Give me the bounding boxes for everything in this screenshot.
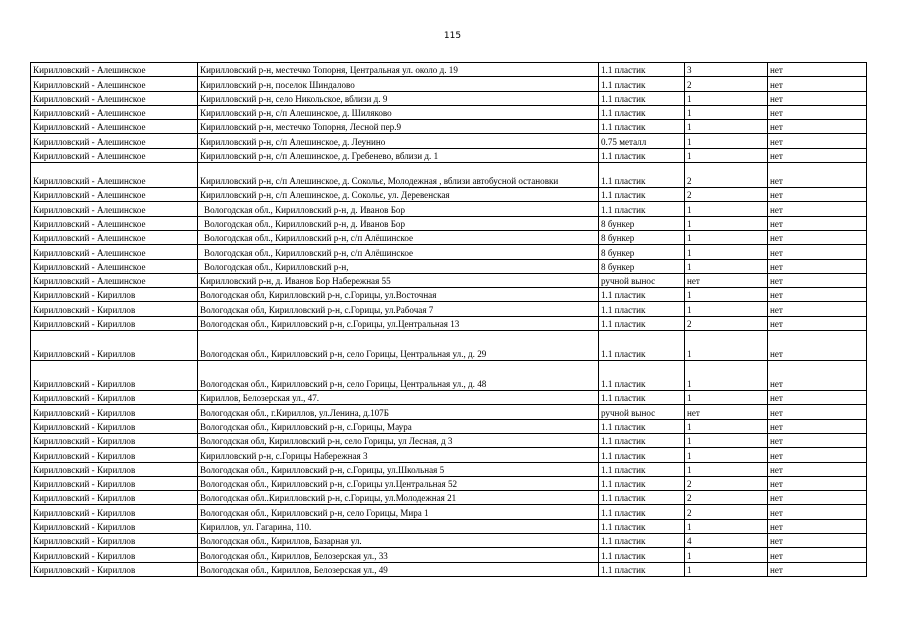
address-cell: Вологодская обл., Кирилловский р-н, село Горицы, Мира 1	[198, 505, 599, 519]
container-cell: 1.1 пластик	[599, 448, 685, 462]
count-cell: 2	[685, 491, 768, 505]
table-row	[31, 245, 867, 259]
count-cell: 1	[685, 120, 768, 134]
flag-cell: нет	[768, 302, 867, 316]
flag-cell: нет	[768, 148, 867, 162]
count-cell: 1	[685, 245, 768, 259]
district-cell: Кирилловский - Кириллов	[31, 288, 198, 302]
count-cell: 1	[685, 230, 768, 244]
container-cell: 1.1 пластик	[599, 77, 685, 91]
address-cell: Вологодская обл., Кириллов, Белозерская ул., 33	[198, 548, 599, 562]
flag-cell: нет	[768, 491, 867, 505]
address-cell: Кирилловский р-н, с/п Алешинское, д. Шиляково	[198, 105, 599, 119]
table-row	[31, 216, 867, 230]
table-row	[31, 448, 867, 462]
address-cell: Кириллов, ул. Гагарина, 110.	[198, 519, 599, 533]
district-cell: Кирилловский - Алешинское	[31, 120, 198, 134]
count-cell: 1	[685, 105, 768, 119]
table-row	[31, 63, 867, 77]
district-cell: Кирилловский - Алешинское	[31, 105, 198, 119]
container-cell: 1.1 пластик	[599, 548, 685, 562]
address-cell: Кирилловский р-н, с/п Алешинское, д. Сокольє, Молодежная , вблизи автобусной остановки	[198, 163, 599, 188]
container-cell: 8 бункер	[599, 230, 685, 244]
count-cell: 4	[685, 534, 768, 548]
address-cell: Вологодская обл., Кирилловский р-н, с.Горицы, ул.Центральная 13	[198, 316, 599, 330]
container-cell: 1.1 пластик	[599, 91, 685, 105]
count-cell: 1	[685, 462, 768, 476]
container-cell: 8 бункер	[599, 259, 685, 273]
address-cell: Кириллов, Белозерская ул., 47.	[198, 391, 599, 405]
count-cell: 1	[685, 91, 768, 105]
count-cell: 2	[685, 188, 768, 202]
container-cell: 1.1 пластик	[599, 391, 685, 405]
count-cell: 1	[685, 562, 768, 576]
district-cell: Кирилловский - Кириллов	[31, 534, 198, 548]
table-row	[31, 288, 867, 302]
count-cell: 1	[685, 331, 768, 361]
address-cell: Кирилловский р-н, местечко Топорня, Центральная ул. около д. 19	[198, 63, 599, 77]
flag-cell: нет	[768, 534, 867, 548]
count-cell: 3	[685, 63, 768, 77]
address-cell: Вологодская обл., Кирилловский р-н, с/п Алёшинское	[198, 245, 599, 259]
table-row	[31, 77, 867, 91]
count-cell: 2	[685, 316, 768, 330]
flag-cell: нет	[768, 202, 867, 216]
waste-sites-table	[30, 62, 867, 577]
district-cell: Кирилловский - Алешинское	[31, 259, 198, 273]
address-cell: Кирилловский р-н, д. Иванов Бор Набережная 55	[198, 273, 599, 287]
table-row	[31, 476, 867, 490]
district-cell: Кирилловский - Кириллов	[31, 519, 198, 533]
flag-cell: нет	[768, 433, 867, 447]
address-cell: Вологодская обл., Кирилловский р-н, с.Горицы ул.Центральная 52	[198, 476, 599, 490]
flag-cell: нет	[768, 216, 867, 230]
district-cell: Кирилловский - Кириллов	[31, 491, 198, 505]
container-cell: ручной вынос	[599, 273, 685, 287]
flag-cell: нет	[768, 134, 867, 148]
flag-cell: нет	[768, 519, 867, 533]
district-cell: Кирилловский - Кириллов	[31, 391, 198, 405]
address-cell: Вологодская обл., Кириллов, Базарная ул.	[198, 534, 599, 548]
district-cell: Кирилловский - Алешинское	[31, 163, 198, 188]
district-cell: Кирилловский - Кириллов	[31, 405, 198, 419]
count-cell: 1	[685, 259, 768, 273]
flag-cell: нет	[768, 562, 867, 576]
table-row	[31, 273, 867, 287]
table-row	[31, 163, 867, 188]
address-cell: Кирилловский р-н, поселок Шиндалово	[198, 77, 599, 91]
count-cell: 1	[685, 288, 768, 302]
container-cell: 1.1 пластик	[599, 505, 685, 519]
district-cell: Кирилловский - Алешинское	[31, 77, 198, 91]
district-cell: Кирилловский - Кириллов	[31, 448, 198, 462]
flag-cell: нет	[768, 419, 867, 433]
container-cell: 8 бункер	[599, 245, 685, 259]
flag-cell: нет	[768, 361, 867, 391]
district-cell: Кирилловский - Алешинское	[31, 134, 198, 148]
address-cell: Вологодская обл., Кирилловский р-н, с/п Алёшинское	[198, 230, 599, 244]
table-row	[31, 361, 867, 391]
district-cell: Кирилловский - Кириллов	[31, 316, 198, 330]
table-row	[31, 302, 867, 316]
container-cell: 1.1 пластик	[599, 202, 685, 216]
address-cell: Кирилловский р-н, с.Горицы Набережная 3	[198, 448, 599, 462]
address-cell: Вологодская обл, Кирилловский р-н, село Горицы, ул Лесная, д 3	[198, 433, 599, 447]
count-cell: 2	[685, 163, 768, 188]
address-cell: Вологодская обл., г.Кириллов, ул.Ленина, д.107Б	[198, 405, 599, 419]
container-cell: 1.1 пластик	[599, 120, 685, 134]
address-cell: Вологодская обл., Кирилловский р-н,	[198, 259, 599, 273]
address-cell: Вологодская обл., Кирилловский р-н, с.Горицы, Маура	[198, 419, 599, 433]
page-number: 115	[443, 31, 462, 41]
container-cell: 1.1 пластик	[599, 163, 685, 188]
district-cell: Кирилловский - Алешинское	[31, 63, 198, 77]
count-cell: 1	[685, 391, 768, 405]
count-cell: 1	[685, 302, 768, 316]
flag-cell: нет	[768, 331, 867, 361]
count-cell: 2	[685, 77, 768, 91]
count-cell: 1	[685, 216, 768, 230]
container-cell: 1.1 пластик	[599, 534, 685, 548]
count-cell: 1	[685, 433, 768, 447]
container-cell: 1.1 пластик	[599, 462, 685, 476]
count-cell: нет	[685, 405, 768, 419]
address-cell: Вологодская обл., Кирилловский р-н, село Горицы, Центральная ул., д. 48	[198, 361, 599, 391]
table-row	[31, 391, 867, 405]
table-row	[31, 148, 867, 162]
count-cell: 1	[685, 202, 768, 216]
district-cell: Кирилловский - Кириллов	[31, 331, 198, 361]
district-cell: Кирилловский - Кириллов	[31, 476, 198, 490]
district-cell: Кирилловский - Алешинское	[31, 216, 198, 230]
address-cell: Кирилловский р-н, село Никольское, вблизи д. 9	[198, 91, 599, 105]
address-cell: Кирилловский р-н, с/п Алешинское, д. Сокольє, ул. Деревенская	[198, 188, 599, 202]
flag-cell: нет	[768, 259, 867, 273]
count-cell: 1	[685, 519, 768, 533]
container-cell: 1.1 пластик	[599, 491, 685, 505]
district-cell: Кирилловский - Кириллов	[31, 562, 198, 576]
container-cell: 1.1 пластик	[599, 148, 685, 162]
table-row	[31, 120, 867, 134]
table-row	[31, 230, 867, 244]
table-row	[31, 331, 867, 361]
flag-cell: нет	[768, 462, 867, 476]
flag-cell: нет	[768, 405, 867, 419]
container-cell: 1.1 пластик	[599, 63, 685, 77]
container-cell: 0.75 металл	[599, 134, 685, 148]
flag-cell: нет	[768, 230, 867, 244]
table-row	[31, 259, 867, 273]
address-cell: Кирилловский р-н, с/п Алешинское, д. Леунино	[198, 134, 599, 148]
flag-cell: нет	[768, 77, 867, 91]
flag-cell: нет	[768, 316, 867, 330]
district-cell: Кирилловский - Кириллов	[31, 462, 198, 476]
count-cell: 1	[685, 134, 768, 148]
container-cell: 1.1 пластик	[599, 288, 685, 302]
table-row	[31, 519, 867, 533]
container-cell: 1.1 пластик	[599, 433, 685, 447]
table-row	[31, 505, 867, 519]
flag-cell: нет	[768, 91, 867, 105]
district-cell: Кирилловский - Алешинское	[31, 273, 198, 287]
count-cell: 1	[685, 148, 768, 162]
count-cell: 1	[685, 548, 768, 562]
flag-cell: нет	[768, 245, 867, 259]
table-row	[31, 491, 867, 505]
table-row	[31, 405, 867, 419]
table-row	[31, 188, 867, 202]
count-cell: 1	[685, 361, 768, 391]
container-cell: 1.1 пластик	[599, 316, 685, 330]
district-cell: Кирилловский - Алешинское	[31, 230, 198, 244]
address-cell: Вологодская обл., Кирилловский р-н, д. Иванов Бор	[198, 216, 599, 230]
flag-cell: нет	[768, 273, 867, 287]
district-cell: Кирилловский - Алешинское	[31, 188, 198, 202]
container-cell: 1.1 пластик	[599, 419, 685, 433]
container-cell: 8 бункер	[599, 216, 685, 230]
address-cell: Вологодская обл, Кирилловский р-н, с.Горицы, ул.Восточная	[198, 288, 599, 302]
count-cell: нет	[685, 273, 768, 287]
district-cell: Кирилловский - Алешинское	[31, 148, 198, 162]
flag-cell: нет	[768, 505, 867, 519]
count-cell: 1	[685, 419, 768, 433]
container-cell: 1.1 пластик	[599, 519, 685, 533]
flag-cell: нет	[768, 476, 867, 490]
address-cell: Вологодская обл, Кирилловский р-н, с.Горицы, ул.Рабочая 7	[198, 302, 599, 316]
table-row	[31, 91, 867, 105]
table-row	[31, 105, 867, 119]
table-row	[31, 548, 867, 562]
flag-cell: нет	[768, 548, 867, 562]
address-cell: Кирилловский р-н, местечко Топорня, Лесной пер.9	[198, 120, 599, 134]
district-cell: Кирилловский - Кириллов	[31, 433, 198, 447]
address-cell: Вологодская обл..Кирилловский р-н, с.Горицы, ул.Молодежная 21	[198, 491, 599, 505]
district-cell: Кирилловский - Алешинское	[31, 91, 198, 105]
count-cell: 1	[685, 448, 768, 462]
district-cell: Кирилловский - Алешинское	[31, 202, 198, 216]
table-row	[31, 316, 867, 330]
flag-cell: нет	[768, 120, 867, 134]
flag-cell: нет	[768, 188, 867, 202]
table-row	[31, 562, 867, 576]
container-cell: 1.1 пластик	[599, 105, 685, 119]
table-row	[31, 433, 867, 447]
address-cell: Вологодская обл., Кирилловский р-н, село Горицы, Центральная ул., д. 29	[198, 331, 599, 361]
count-cell: 2	[685, 505, 768, 519]
district-cell: Кирилловский - Кириллов	[31, 548, 198, 562]
container-cell: 1.1 пластик	[599, 361, 685, 391]
district-cell: Кирилловский - Кириллов	[31, 302, 198, 316]
table-row	[31, 534, 867, 548]
address-cell: Кирилловский р-н, с/п Алешинское, д. Гребенево, вблизи д. 1	[198, 148, 599, 162]
table-row	[31, 202, 867, 216]
table-row	[31, 134, 867, 148]
table-row	[31, 419, 867, 433]
flag-cell: нет	[768, 63, 867, 77]
table-body	[31, 63, 867, 577]
flag-cell: нет	[768, 391, 867, 405]
district-cell: Кирилловский - Кириллов	[31, 361, 198, 391]
district-cell: Кирилловский - Кириллов	[31, 419, 198, 433]
count-cell: 2	[685, 476, 768, 490]
container-cell: 1.1 пластик	[599, 188, 685, 202]
flag-cell: нет	[768, 105, 867, 119]
container-cell: 1.1 пластик	[599, 476, 685, 490]
container-cell: 1.1 пластик	[599, 562, 685, 576]
flag-cell: нет	[768, 288, 867, 302]
flag-cell: нет	[768, 448, 867, 462]
district-cell: Кирилловский - Кириллов	[31, 505, 198, 519]
address-cell: Вологодская обл., Кириллов, Белозерская ул., 49	[198, 562, 599, 576]
flag-cell: нет	[768, 163, 867, 188]
address-cell: Вологодская обл., Кирилловский р-н, с.Горицы, ул.Школьная 5	[198, 462, 599, 476]
container-cell: 1.1 пластик	[599, 302, 685, 316]
district-cell: Кирилловский - Алешинское	[31, 245, 198, 259]
address-cell: Вологодская обл., Кирилловский р-н, д. Иванов Бор	[198, 202, 599, 216]
table-row	[31, 462, 867, 476]
container-cell: ручной вынос	[599, 405, 685, 419]
container-cell: 1.1 пластик	[599, 331, 685, 361]
